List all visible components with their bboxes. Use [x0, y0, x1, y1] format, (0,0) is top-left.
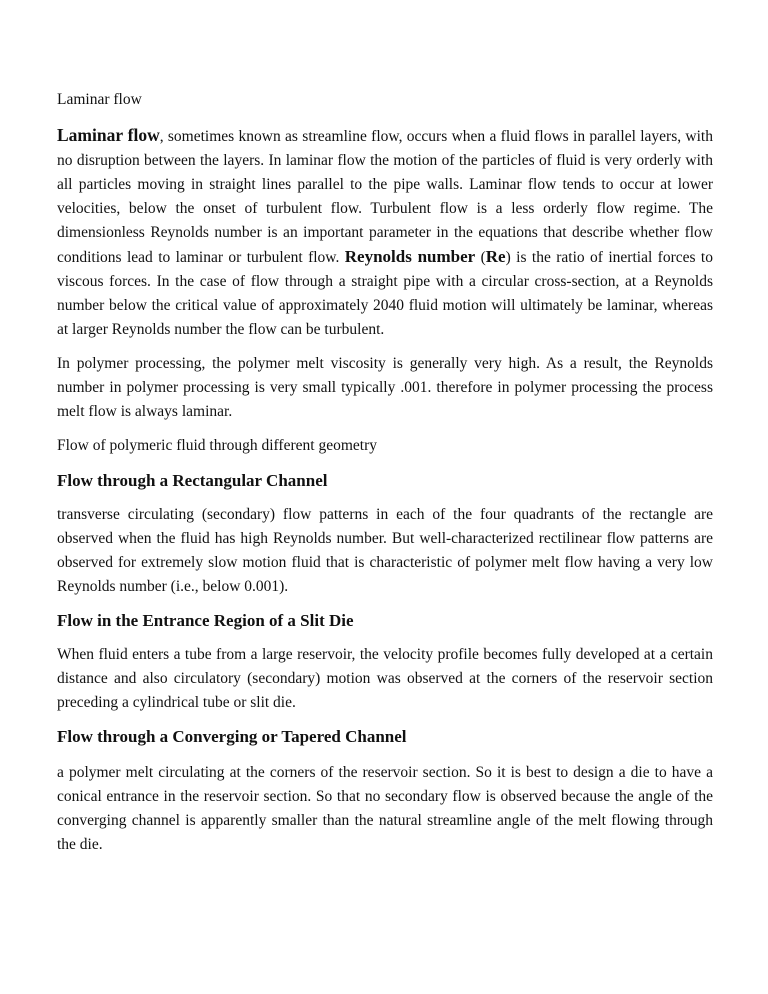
- geometry-intro: Flow of polymeric fluid through different geometry: [57, 437, 377, 454]
- section-heading-slit-die: Flow in the Entrance Region of a Slit Die: [57, 611, 354, 630]
- document-page: [57, 88, 713, 867]
- re-symbol: Re: [485, 247, 506, 266]
- reynolds-term: Reynolds number: [344, 247, 476, 266]
- section-heading-converging: Flow through a Converging or Tapered Channel: [57, 727, 407, 746]
- intro-text-part2: ) is the ratio of inertial forces to viscous forces. In the case of flow through a straight pipe with a circular cross-section, at a Reynolds number below the critical value of approximately 2040 fluid motion will ultimately be laminar, whereas at larger Reynolds number the flow can be turbulent.: [57, 249, 713, 338]
- section-body-rectangular: transverse circulating (secondary) flow patterns in each of the four quadrants of the rectangle are observed when the fluid has high Reynolds number. But well-characterized rectilinear flow patterns are observed for extremely slow motion fluid that is characteristic of polymer melt flow having a very low Reynolds number (i.e., below 0.001).: [57, 506, 713, 595]
- section-body-converging: a polymer melt circulating at the corners of the reservoir section. So it is best to design a die to have a conical entrance in the reservoir section. So that no secondary flow is observed because the angle of the converging channel is apparently smaller than the natural streamline angle of the melt flowing through the die.: [57, 764, 713, 853]
- section-body-slit-die: When fluid enters a tube from a large reservoir, the velocity profile becomes fully developed at a certain distance and also circulatory (secondary) motion was observed at the corners of the reservoir section preceding a cylindrical tube or slit die.: [57, 646, 713, 711]
- polymer-paragraph: In polymer processing, the polymer melt viscosity is generally very high. As a result, the Reynolds number in polymer processing is very small typically .001. therefore in polymer processing the process melt flow is always laminar.: [57, 355, 713, 420]
- lead-term: Laminar flow: [57, 125, 160, 145]
- section-heading-rectangular: Flow through a Rectangular Channel: [57, 471, 328, 490]
- paren-open: (: [475, 249, 486, 266]
- intro-paragraph: [57, 123, 713, 342]
- document-title: Laminar flow: [57, 91, 142, 108]
- intro-text-part1: , sometimes known as streamline flow, occurs when a fluid flows in parallel layers, with no disruption between the layers. In laminar flow the motion of the particles of fluid is very orderly with all particles moving in straight lines parallel to the pipe walls. Laminar flow tends to occur at lower velocities, below the onset of turbulent flow. Turbulent flow is a less orderly flow regime. The dimensionless Reynolds number is an important parameter in the equations that describe whether flow conditions lead to laminar or turbulent flow.: [57, 128, 713, 266]
